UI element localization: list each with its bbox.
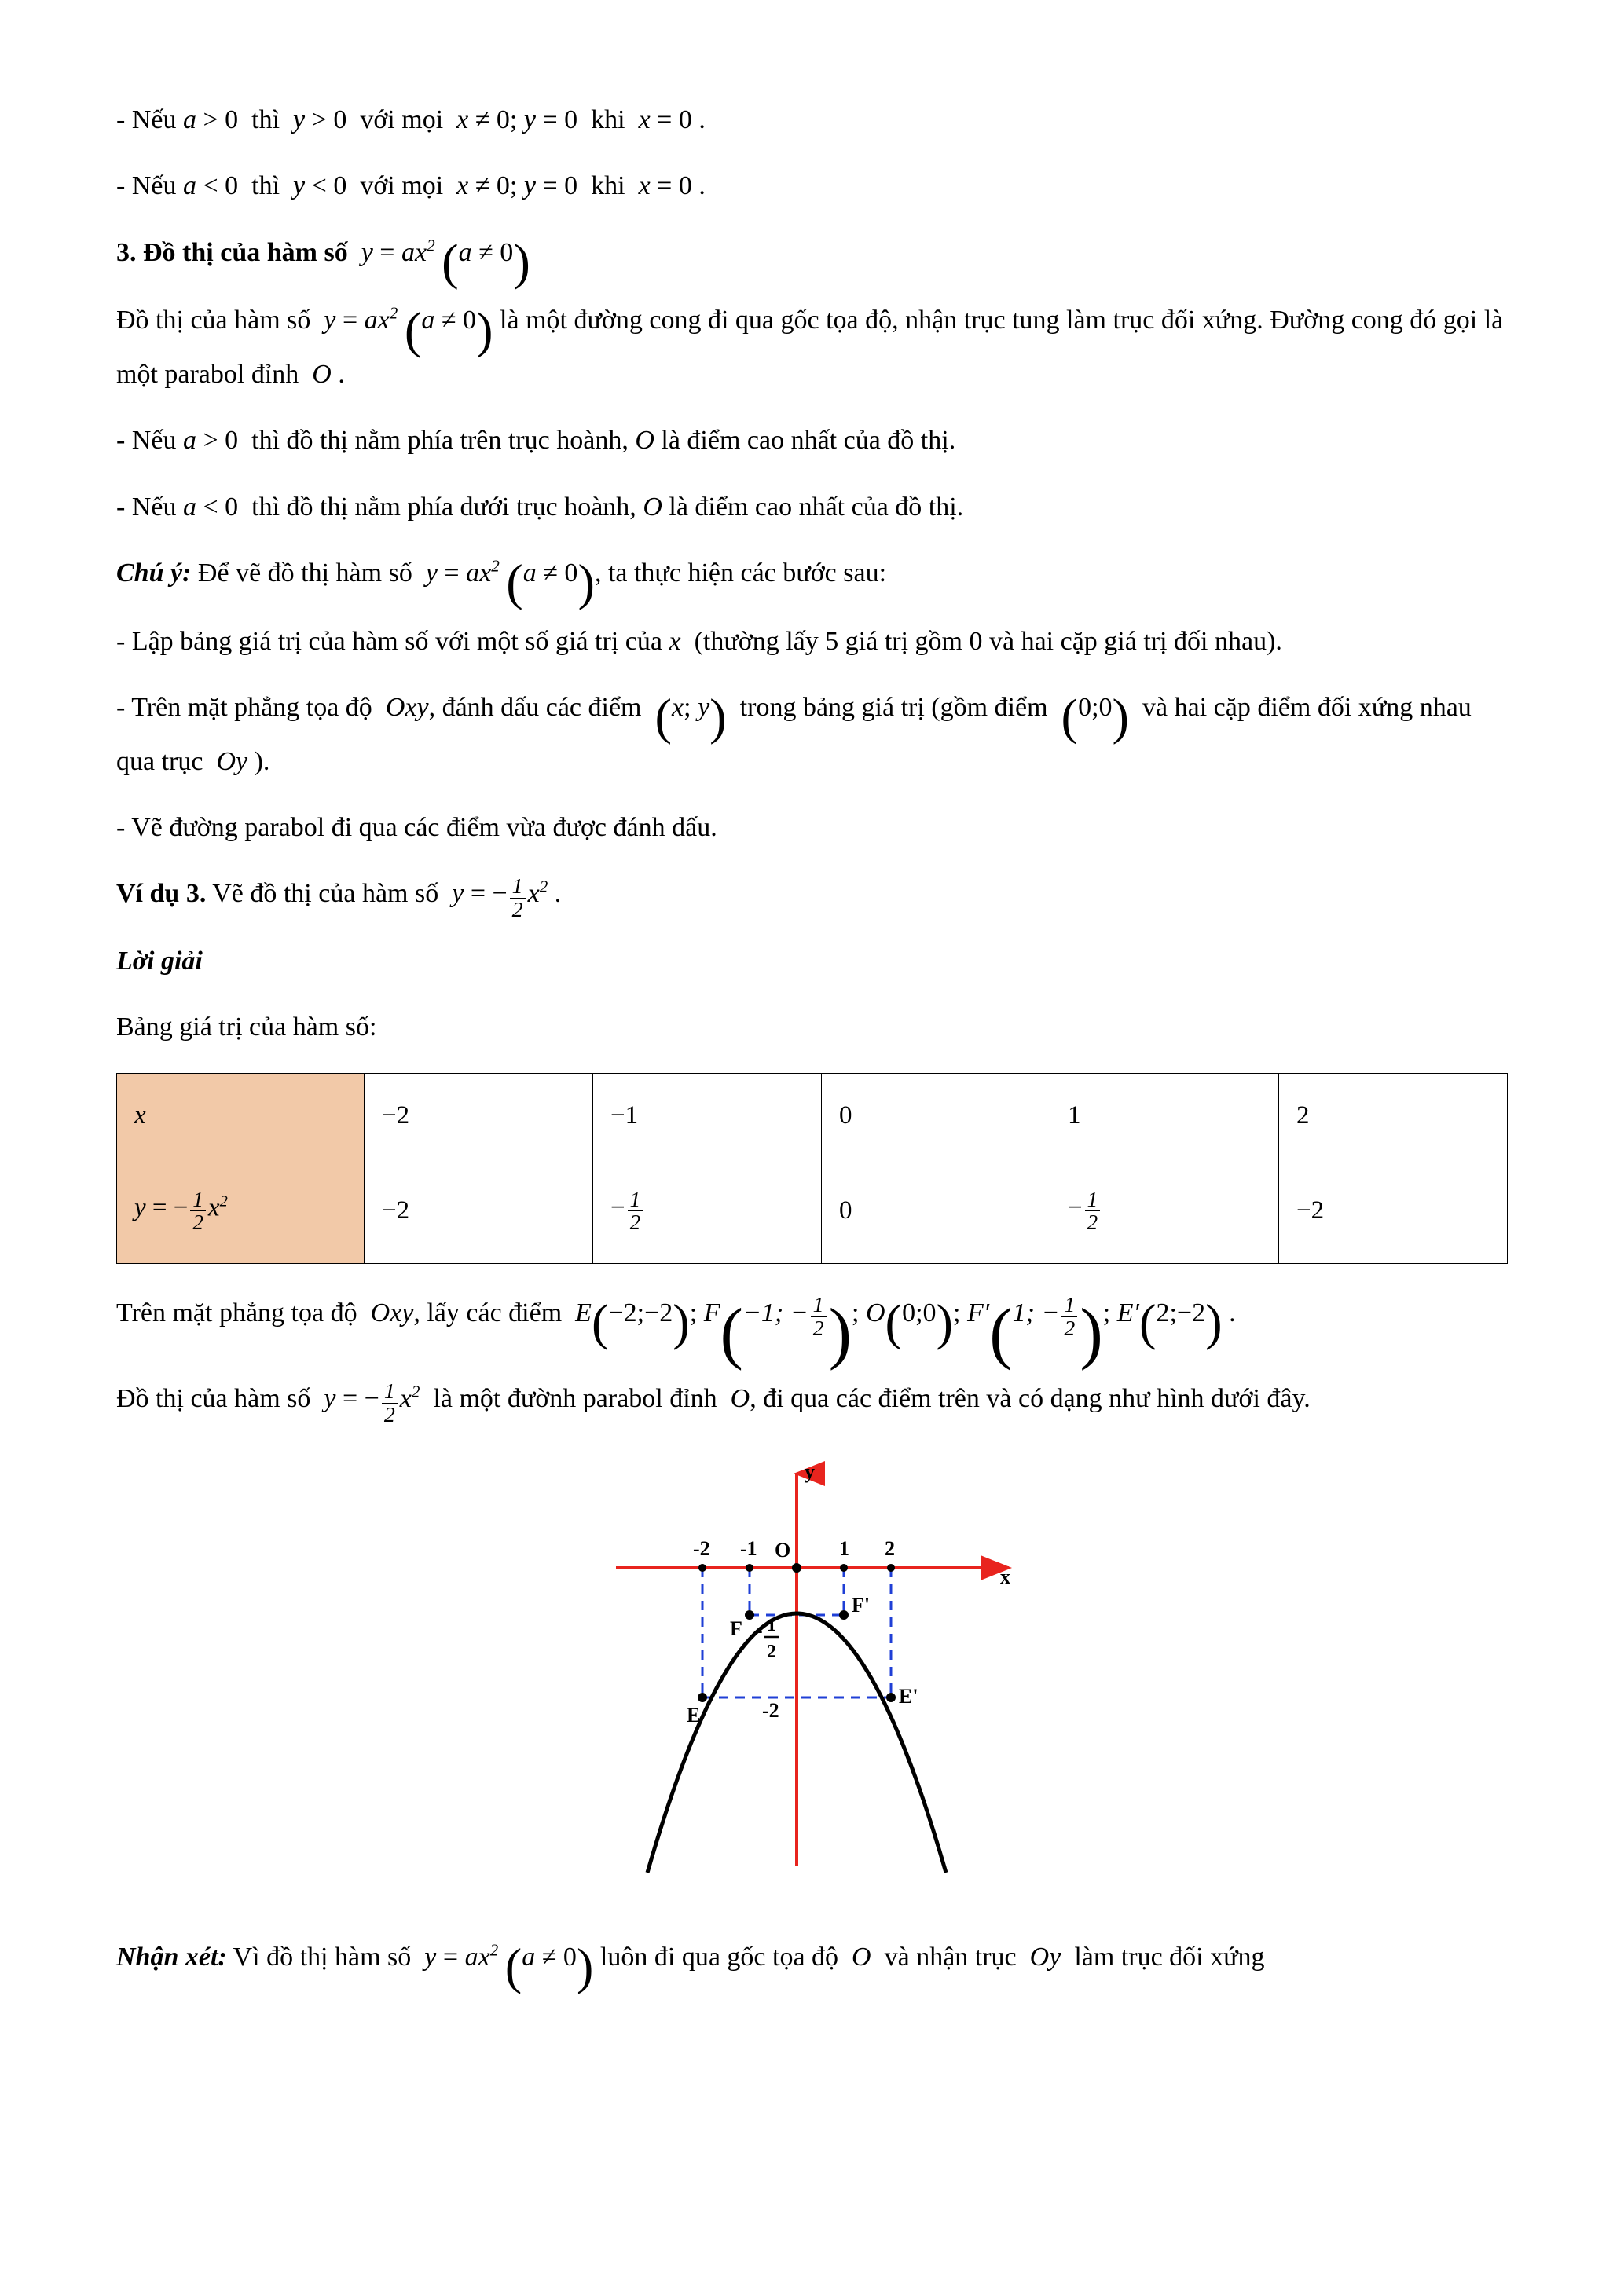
parabola-figure bbox=[116, 1458, 1508, 1906]
x-axis-label: x bbox=[999, 1565, 1010, 1589]
table-cell: −2 bbox=[365, 1159, 593, 1263]
points-paragraph: Trên mặt phẳng tọa độ Oxy, lấy các điểm E(−2;−2); F(−1; − $\frac{1}{2}$ ); O(0;0); F′(1; − $\frac{1}{2}$ ); E′(2;−2) . bbox=[116, 1293, 1236, 1371]
table-row-header-x: x bbox=[117, 1073, 365, 1159]
figure-labels bbox=[687, 1460, 1010, 1727]
bullet-graph-above: - Nếu a > 0 thì đồ thị nằm phía trên trục hoành, O là điểm cao nhất của đồ thị. bbox=[116, 426, 956, 456]
step-1: - Lập bảng giá trị của hàm số với một số giá trị của x (thường lấy 5 giá trị gồm 0 và hai cặp giá trị đối nhau). bbox=[116, 626, 1282, 656]
section-heading: 3. Đồ thị của hàm số $y = ax^2$ (a ≠ 0) bbox=[116, 233, 530, 290]
tick-label-2: 2 bbox=[884, 1537, 895, 1561]
bullet-a-negative: - Nếu a < 0 thì y < 0 với mọi x ≠ 0; y = 0 khi x = 0 . bbox=[116, 171, 706, 201]
solution-label: Lời giải bbox=[116, 947, 203, 976]
point-label-F: F bbox=[729, 1617, 742, 1641]
y-axis-label: y bbox=[804, 1460, 815, 1484]
value-label-minus-half-sign: - bbox=[755, 1619, 763, 1642]
value-label-minus-half-den: 2 bbox=[766, 1642, 776, 1663]
origin-label: O bbox=[774, 1539, 790, 1562]
point-label-Eprime: E' bbox=[898, 1685, 918, 1708]
example-label: Ví dụ 3. bbox=[116, 879, 207, 909]
table-row bbox=[117, 1159, 1508, 1263]
tick-label-1: 1 bbox=[838, 1537, 849, 1561]
chu-y-label: Chú ý: bbox=[116, 558, 192, 588]
step-2: - Trên mặt phẳng tọa độ Oxy, đánh dấu các điểm (x; y) trong bảng giá trị (gồm điểm (0;0) và hai cặp điểm đối xứng nhau qua trục Oy ). bbox=[116, 688, 1472, 776]
table-cell: 1 bbox=[1050, 1073, 1279, 1159]
remark-paragraph: Nhận xét: Vì đồ thị hàm số $y = ax^2$ (a ≠ 0) luôn đi qua gốc tọa độ O và nhận trục Oy làm trục đối xứng bbox=[116, 1938, 1265, 1995]
parabola-graph-svg bbox=[569, 1458, 1056, 1906]
remark-label: Nhận xét: bbox=[116, 1943, 227, 1972]
solution-intro: Bảng giá trị của hàm số: bbox=[116, 1013, 377, 1042]
tick-label-minus1: -1 bbox=[739, 1537, 757, 1561]
point-label-E: E bbox=[686, 1704, 700, 1727]
table-row-header-y: y = − $\frac{1}{2}$ $x^2$ bbox=[117, 1159, 365, 1263]
value-label-minus-half-num: 1 bbox=[766, 1615, 776, 1636]
table-row bbox=[117, 1073, 1508, 1159]
bullet-a-positive: - Nếu a > 0 thì y > 0 với mọi x ≠ 0; y = 0 khi x = 0 . bbox=[116, 105, 706, 134]
table-cell: −2 bbox=[365, 1073, 593, 1159]
step-3: - Vẽ đường parabol đi qua các điểm vừa được đánh dấu. bbox=[116, 812, 717, 842]
graph-description: Đồ thị của hàm số y = − $\frac{1}{2}$ $x^2$ là một đườnh parabol đỉnh O, đi qua các điểm trên và có dạng như hình dưới đây. bbox=[116, 1379, 1311, 1427]
table-cell: −2 bbox=[1279, 1159, 1508, 1263]
section-heading-text: 3. bbox=[116, 237, 137, 267]
value-label-minus2: -2 bbox=[761, 1699, 779, 1723]
table-cell: − $\frac{1}{2}$ bbox=[1050, 1159, 1279, 1263]
example-3: Ví dụ 3. Vẽ đồ thị của hàm số y = − $\frac{1}{2}$ $x^2$ . bbox=[116, 873, 562, 922]
note-chu-y: Chú ý: Để vẽ đồ thị hàm số $y = ax^2$ (a ≠ 0), ta thực hiện các bước sau: bbox=[116, 554, 887, 611]
table-cell: 0 bbox=[822, 1159, 1050, 1263]
value-table bbox=[116, 1073, 1508, 1264]
tick-label-minus2: -2 bbox=[692, 1537, 710, 1561]
bullet-graph-below: - Nếu a < 0 thì đồ thị nằm phía dưới trục hoành, O là điểm cao nhất của đồ thị. bbox=[116, 492, 964, 522]
table-cell: −1 bbox=[593, 1073, 822, 1159]
point-label-Fprime: F' bbox=[851, 1594, 870, 1617]
table-cell: 2 bbox=[1279, 1073, 1508, 1159]
table-cell: − $\frac{1}{2}$ bbox=[593, 1159, 822, 1263]
table-cell: 0 bbox=[822, 1073, 1050, 1159]
paragraph-definition: Đồ thị của hàm số $y = ax^2$ (a ≠ 0) là một đường cong đi qua gốc tọa độ, nhận trục tung làm trục đối xứng. Đường cong đó gọi là một parabol đỉnh O . bbox=[116, 301, 1504, 389]
